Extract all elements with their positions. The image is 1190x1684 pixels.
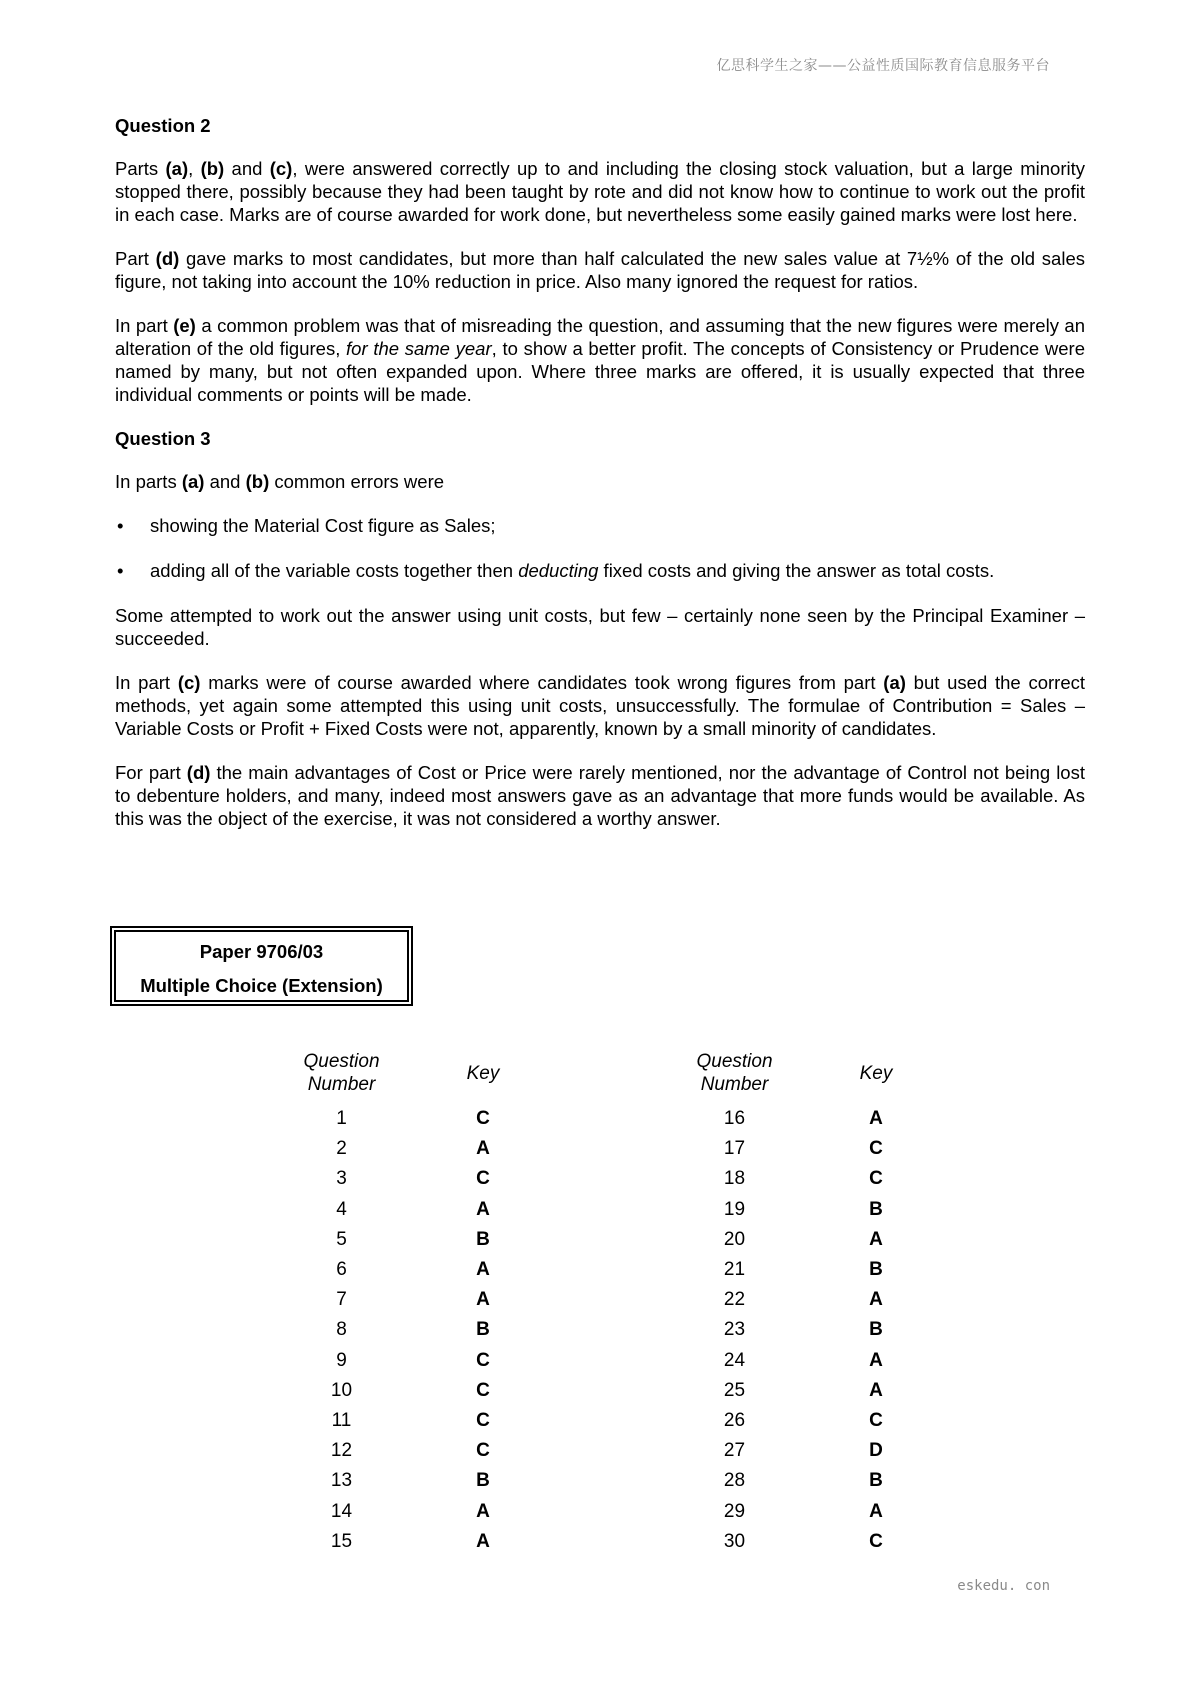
column-gap bbox=[563, 1315, 673, 1345]
column-gap bbox=[563, 1104, 673, 1134]
footer-watermark: eskedu. con bbox=[957, 1578, 1050, 1594]
question-number-cell: 17 bbox=[723, 1138, 746, 1160]
question-number-cell: 12 bbox=[330, 1440, 353, 1462]
question-number-cell: 23 bbox=[723, 1319, 746, 1341]
answer-key-cell: B bbox=[869, 1470, 883, 1492]
question-3-heading: Question 3 bbox=[115, 428, 211, 449]
table-row bbox=[280, 1225, 956, 1255]
bullet-icon: • bbox=[117, 515, 124, 536]
column-gap bbox=[563, 1195, 673, 1225]
column-gap bbox=[563, 1346, 673, 1376]
question-number-cell: 25 bbox=[723, 1379, 746, 1401]
question-3-error-list bbox=[115, 514, 1085, 582]
answer-key-table bbox=[280, 1050, 956, 1557]
question-number-cell: 19 bbox=[723, 1198, 746, 1220]
answer-key-cell: C bbox=[869, 1409, 883, 1431]
question-number-cell: 13 bbox=[330, 1470, 353, 1492]
answer-key-cell: A bbox=[476, 1289, 490, 1311]
list-item bbox=[115, 559, 1085, 582]
column-gap bbox=[563, 1134, 673, 1164]
answer-key-cell: B bbox=[869, 1198, 883, 1220]
answer-key-cell: C bbox=[869, 1138, 883, 1160]
column-gap bbox=[563, 1164, 673, 1194]
column-header-key: Key bbox=[859, 1062, 893, 1084]
table-row bbox=[280, 1255, 956, 1285]
answer-key-cell: D bbox=[869, 1440, 883, 1462]
header-watermark: 亿思科学生之家——公益性质国际教育信息服务平台 bbox=[716, 58, 1050, 74]
list-item-text: adding all of the variable costs together then deducting fixed costs and giving the answer as total costs. bbox=[150, 560, 995, 581]
question-2-paragraph-3: In part (e) a common problem was that of misreading the question, and assuming that the new figures were merely an alteration of the old figures, for the same year, to show a better profit. The concepts of Consistency or Prudence were named by many, but not often expanded upon. Where three marks are offered, it is usually expected that three individual comments or points will be made. bbox=[115, 315, 1086, 405]
question-number-cell: 6 bbox=[336, 1259, 347, 1281]
question-number-cell: 9 bbox=[336, 1349, 347, 1371]
answer-key-cell: C bbox=[476, 1409, 490, 1431]
table-row bbox=[280, 1285, 956, 1315]
question-number-cell: 1 bbox=[336, 1108, 347, 1130]
answer-key-cell: A bbox=[869, 1289, 883, 1311]
question-number-cell: 24 bbox=[723, 1349, 746, 1371]
question-number-cell: 15 bbox=[330, 1530, 353, 1552]
answer-key-cell: C bbox=[869, 1168, 883, 1190]
question-number-cell: 4 bbox=[336, 1198, 347, 1220]
column-gap bbox=[563, 1527, 673, 1557]
answer-key-cell: B bbox=[869, 1319, 883, 1341]
answer-key-cell: C bbox=[869, 1530, 883, 1552]
question-number-cell: 11 bbox=[331, 1409, 352, 1431]
column-gap bbox=[563, 1285, 673, 1315]
paper-title-box-inner bbox=[114, 930, 409, 1002]
column-gap bbox=[563, 1225, 673, 1255]
column-header-question-number: Question Number bbox=[303, 1051, 380, 1095]
question-number-cell: 5 bbox=[336, 1228, 347, 1250]
question-number-cell: 18 bbox=[723, 1168, 746, 1190]
answer-key-cell: C bbox=[476, 1440, 490, 1462]
answer-key-cell: B bbox=[869, 1259, 883, 1281]
question-number-cell: 26 bbox=[723, 1409, 746, 1431]
answer-key-cell: A bbox=[869, 1349, 883, 1371]
table-row bbox=[280, 1406, 956, 1436]
question-number-cell: 27 bbox=[723, 1440, 746, 1462]
table-row bbox=[280, 1346, 956, 1376]
question-number-cell: 16 bbox=[723, 1108, 746, 1130]
question-2-heading: Question 2 bbox=[115, 115, 211, 136]
answer-key-cell: A bbox=[476, 1138, 490, 1160]
column-gap bbox=[563, 1255, 673, 1285]
paper-code: Paper 9706/03 bbox=[199, 941, 324, 962]
column-gap bbox=[563, 1050, 673, 1104]
answer-key-cell: C bbox=[476, 1379, 490, 1401]
answer-key-cell: A bbox=[476, 1198, 490, 1220]
question-number-cell: 2 bbox=[336, 1138, 347, 1160]
column-gap bbox=[563, 1496, 673, 1526]
answer-key-cell: A bbox=[869, 1379, 883, 1401]
answer-key-cell: A bbox=[476, 1530, 490, 1552]
question-3-paragraph-4: For part (d) the main advantages of Cost or Price were rarely mentioned, nor the advantage of Control not being lost to debenture holders, and many, indeed most answers gave as an advantage that more funds would be available. As this was the object of the exercise, it was not considered a worthy answer. bbox=[115, 762, 1085, 829]
question-number-cell: 14 bbox=[330, 1500, 353, 1522]
question-2-paragraph-2: Part (d) gave marks to most candidates, but more than half calculated the new sales value at 7½% of the old sales figure, not taking into account the 10% reduction in price. Also many ignored the request for ratios. bbox=[115, 248, 1085, 292]
table-row bbox=[280, 1104, 956, 1134]
table-row bbox=[280, 1496, 956, 1526]
question-3-paragraph-1: In parts (a) and (b) common errors were bbox=[115, 471, 445, 492]
answer-key-cell: B bbox=[476, 1228, 490, 1250]
table-row bbox=[280, 1466, 956, 1496]
paper-title-box bbox=[110, 926, 413, 1006]
answer-key-cell: B bbox=[476, 1470, 490, 1492]
question-2-paragraph-1: Parts (a), (b) and (c), were answered correctly up to and including the closing stock valuation, but a large minority stopped there, possibly because they had been taught by rote and did not know how to continue to work out the profit in each case. Marks are of course awarded for work done, but nevertheless some easily gained marks were lost here. bbox=[115, 158, 1085, 225]
column-header-key: Key bbox=[466, 1062, 500, 1084]
table-row bbox=[280, 1376, 956, 1406]
answer-key-header-row bbox=[280, 1050, 956, 1104]
list-item bbox=[115, 514, 1085, 537]
answer-key-cell: C bbox=[476, 1349, 490, 1371]
table-row bbox=[280, 1315, 956, 1345]
answer-key-body bbox=[280, 1104, 956, 1557]
paper-subtitle: Multiple Choice (Extension) bbox=[140, 975, 383, 996]
answer-key-cell: C bbox=[476, 1168, 490, 1190]
question-number-cell: 10 bbox=[330, 1379, 353, 1401]
answer-key-cell: A bbox=[476, 1500, 490, 1522]
answer-key-cell: A bbox=[869, 1500, 883, 1522]
list-item-text: showing the Material Cost figure as Sales; bbox=[150, 515, 496, 536]
question-number-cell: 3 bbox=[336, 1168, 347, 1190]
answer-key-cell: C bbox=[476, 1108, 490, 1130]
table-row bbox=[280, 1134, 956, 1164]
table-row bbox=[280, 1527, 956, 1557]
question-3-paragraph-2: Some attempted to work out the answer using unit costs, but few – certainly none seen by the Principal Examiner – succeeded. bbox=[115, 605, 1085, 649]
question-number-cell: 20 bbox=[723, 1228, 746, 1250]
question-number-cell: 28 bbox=[723, 1470, 746, 1492]
answer-key-cell: A bbox=[476, 1259, 490, 1281]
column-header-question-number: Question Number bbox=[696, 1051, 773, 1095]
table-row bbox=[280, 1436, 956, 1466]
question-number-cell: 29 bbox=[723, 1500, 746, 1522]
answer-key-cell: A bbox=[869, 1228, 883, 1250]
report-body bbox=[115, 114, 1085, 851]
question-number-cell: 8 bbox=[336, 1319, 347, 1341]
question-number-cell: 30 bbox=[723, 1530, 746, 1552]
question-3-paragraph-3: In part (c) marks were of course awarded where candidates took wrong figures from part (a) but used the correct methods, yet again some attempted this using unit costs, unsuccessfully. The formulae of Contribution = Sales – Variable Costs or Profit + Fixed Costs were not, apparently, known by a small minority of candidates. bbox=[115, 672, 1086, 739]
question-number-cell: 22 bbox=[723, 1289, 746, 1311]
column-gap bbox=[563, 1436, 673, 1466]
question-number-cell: 7 bbox=[336, 1289, 347, 1311]
question-number-cell: 21 bbox=[723, 1259, 746, 1281]
table-row bbox=[280, 1195, 956, 1225]
column-gap bbox=[563, 1376, 673, 1406]
answer-key-cell: B bbox=[476, 1319, 490, 1341]
bullet-icon: • bbox=[117, 560, 124, 581]
column-gap bbox=[563, 1466, 673, 1496]
column-gap bbox=[563, 1406, 673, 1436]
answer-key-cell: A bbox=[869, 1108, 883, 1130]
table-row bbox=[280, 1164, 956, 1194]
